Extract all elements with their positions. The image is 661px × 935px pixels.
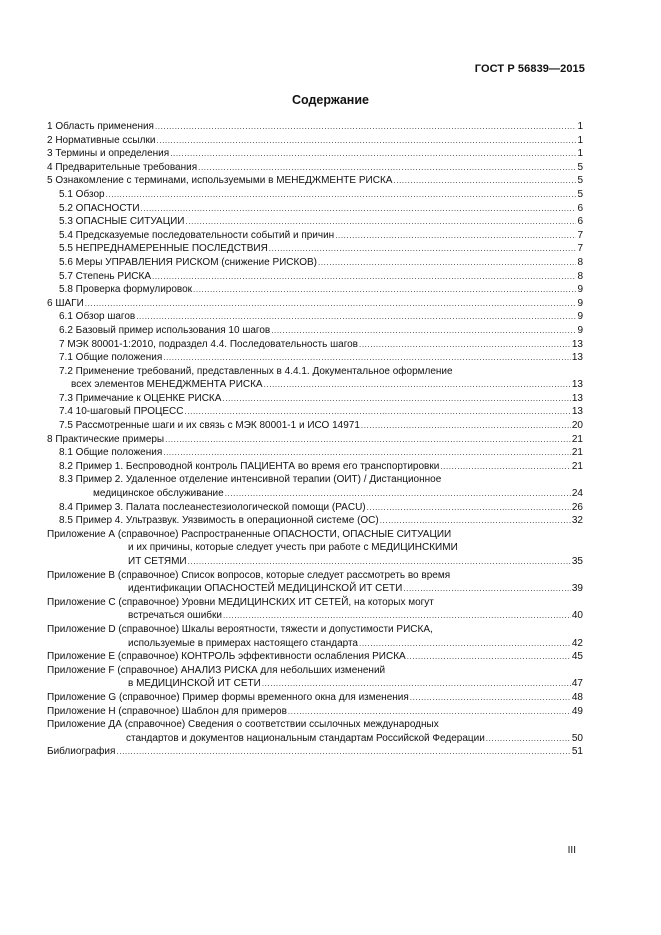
toc-entry-label: 7.1 Общие положения (59, 352, 163, 364)
toc-entry-page: 51 (571, 746, 583, 758)
toc-entry[interactable] (47, 664, 583, 691)
toc-entry-page: 5 (577, 161, 583, 173)
toc-entry[interactable] (47, 256, 583, 270)
toc-entry-page: 35 (571, 556, 583, 567)
dot-leader (318, 256, 576, 270)
toc-entry-label-line: в МЕДИЦИНСКОЙ ИТ СЕТИ (128, 678, 261, 690)
toc-entry-label: 7.3 Примечание к ОЦЕНКЕ РИСКА (59, 392, 222, 404)
dot-leader (407, 650, 571, 664)
dot-leader (116, 745, 570, 759)
dot-leader (264, 378, 571, 392)
toc-entry[interactable] (47, 392, 583, 406)
toc-entry[interactable] (47, 691, 583, 705)
toc-entry-label-line: идентификации ОПАСНОСТЕЙ МЕДИЦИНСКОЙ ИТ СЕТИ (128, 583, 403, 595)
toc-entry-page: 24 (571, 488, 583, 500)
toc-entry-page: 20 (571, 420, 583, 432)
toc-entry-label-line: Приложение F (справочное) АНАЛИЗ РИСКА для небольших изменений (47, 664, 386, 676)
toc-entry-label: 8 Практические примеры (47, 433, 165, 445)
toc-entry-label: 6.1 Обзор шагов (59, 311, 136, 323)
dot-leader (165, 433, 571, 447)
toc-entry-label-line: встречаться ошибки (128, 610, 222, 622)
toc-entry-label: 8.5 Пример 4. Ультразвук. Уязвимость в операционной системе (ОС) (59, 515, 379, 527)
toc-entry-page: 21 (571, 460, 583, 472)
toc-entry-page: 32 (571, 515, 583, 527)
toc-entry[interactable] (47, 134, 583, 148)
dot-leader (156, 134, 576, 148)
toc-entry-label: 8.2 Пример 1. Беспроводной контроль ПАЦИЕНТА во время его транспортировки (59, 460, 440, 472)
toc-entry-page: 50 (571, 732, 583, 744)
toc-entry-label: 8.1 Общие положения (59, 447, 163, 459)
toc-entry[interactable] (47, 174, 583, 188)
dot-leader (225, 487, 571, 501)
toc-entry[interactable] (47, 283, 583, 297)
toc-entry-page: 9 (577, 284, 583, 296)
toc-entry-label: 7.5 Рассмотренные шаги и их связь с МЭК 80001-1 и ИСО 14971 (59, 420, 360, 432)
toc-entry-label: 1 Область применения (47, 121, 154, 132)
toc-entry[interactable] (47, 120, 583, 134)
toc-entry-label: 2 Нормативные ссылки (47, 134, 156, 146)
toc-entry-label: 6 ШАГИ (47, 297, 84, 309)
dot-leader (440, 460, 571, 474)
toc-entry-page: 9 (577, 297, 583, 309)
toc-entry[interactable] (47, 419, 583, 433)
toc-entry-label-line: 8.3 Пример 2. Удаленное отделение интенсивной терапии (ОИТ) / Дистанционное (59, 474, 442, 486)
toc-entry-label-line: и их причины, которые следует учесть при работе с МЕДИЦИНСКИМИ (128, 542, 458, 554)
toc-entry-page: 9 (577, 311, 583, 323)
toc-entry-page: 47 (571, 678, 583, 690)
dot-leader (152, 270, 576, 284)
toc-entry[interactable] (47, 501, 583, 515)
toc-entry-page: 48 (571, 691, 583, 703)
toc-entry[interactable] (47, 147, 583, 161)
dot-leader (170, 147, 576, 161)
toc-entry[interactable] (47, 623, 583, 650)
toc-entry[interactable] (47, 229, 583, 243)
toc-entry-label-line: Приложение С (справочное) Уровни МЕДИЦИНСКИХ ИТ СЕТЕЙ, на которых могут (47, 596, 434, 608)
toc-entry-label: 5.2 ОПАСНОСТИ (59, 202, 140, 214)
toc-entry-label-line: ИТ СЕТЯМИ (128, 556, 187, 567)
toc-entry-label: Приложение G (справочное) Пример формы временного окна для изменения (47, 691, 409, 703)
dot-leader (198, 161, 576, 175)
dot-leader (163, 446, 571, 460)
toc-entry-label-line: 7.2 Применение требований, представленных в 4.4.1. Документальное оформление (59, 365, 453, 377)
toc-entry-page: 1 (577, 121, 583, 132)
dot-leader (367, 501, 571, 515)
toc-entry[interactable] (47, 270, 583, 284)
toc-entry-page: 42 (571, 637, 583, 649)
dot-leader (193, 283, 576, 297)
toc-entry-page: 6 (577, 202, 583, 214)
toc-entry[interactable] (47, 514, 583, 528)
table-of-contents (47, 120, 583, 759)
dot-leader (403, 582, 571, 596)
dot-leader (155, 120, 576, 134)
toc-title: Содержание (291, 93, 369, 107)
toc-entry-page: 13 (571, 352, 583, 364)
toc-entry-page: 40 (571, 610, 583, 622)
toc-entry-label: 3 Термины и определения (47, 148, 170, 160)
toc-entry-label-line: Приложение ДА (справочное) Сведения о соответствии ссылочных международных (47, 719, 439, 731)
dot-leader (222, 392, 570, 406)
dot-leader (380, 514, 571, 528)
toc-entry-label: 7.4 10-шаговый ПРОЦЕСС (59, 406, 184, 418)
dot-leader (288, 705, 571, 719)
toc-entry[interactable] (47, 365, 583, 392)
toc-entry[interactable] (47, 745, 583, 759)
toc-entry-label-line: Приложение D (справочное) Шкалы вероятности, тяжести и допустимости РИСКА, (47, 623, 433, 635)
toc-entry[interactable] (47, 188, 583, 202)
page-number: III (567, 845, 576, 856)
toc-entry[interactable] (47, 310, 583, 324)
toc-entry-page: 5 (577, 175, 583, 187)
toc-entry[interactable] (47, 433, 583, 447)
toc-entry[interactable] (47, 596, 583, 623)
dot-leader (141, 202, 577, 216)
dot-leader (361, 419, 571, 433)
dot-leader (359, 637, 571, 651)
toc-entry-label: 5.3 ОПАСНЫЕ СИТУАЦИИ (59, 216, 185, 228)
toc-entry-label-line: Приложение В (справочное) Список вопросов, которые следует рассмотреть во время (47, 569, 451, 581)
toc-entry-label: 4 Предварительные требования (47, 161, 198, 173)
toc-entry-page: 1 (577, 134, 583, 146)
dot-leader (393, 174, 576, 188)
toc-entry-page: 21 (571, 447, 583, 459)
toc-entry-page: 13 (571, 338, 583, 350)
dot-leader (262, 677, 571, 691)
toc-entry[interactable] (47, 338, 583, 352)
toc-entry-label: 5.1 Обзор (59, 188, 105, 200)
toc-entry-label: Приложение H (справочное) Шаблон для примеров (47, 705, 287, 717)
toc-entry-page: 8 (577, 256, 583, 268)
document-code: ГОСТ Р 56839—2015 (474, 63, 585, 75)
toc-entry-label-line: медицинское обслуживание (93, 488, 224, 500)
toc-entry-label: 5.4 Предсказуемые последовательности событий и причин (59, 229, 335, 241)
dot-leader (223, 609, 571, 623)
toc-entry-label-line: Приложение А (справочное) Распространенные ОПАСНОСТИ, ОПАСНЫЕ СИТУАЦИИ (47, 528, 452, 540)
toc-entry[interactable] (47, 324, 583, 338)
toc-entry-label: 8.4 Пример 3. Палата послеанестезиологической помощи (PACU) (59, 501, 366, 513)
toc-entry[interactable] (47, 297, 583, 311)
toc-entry[interactable] (47, 705, 583, 719)
toc-entry-label: 5.7 Степень РИСКА (59, 270, 151, 282)
dot-leader (106, 188, 577, 202)
toc-entry-label: Библиография (47, 746, 116, 758)
toc-entry[interactable] (47, 215, 583, 229)
dot-leader (269, 242, 577, 256)
dot-leader (163, 351, 571, 365)
dot-leader (335, 229, 576, 243)
toc-entry-page: 5 (577, 188, 583, 200)
toc-entry[interactable] (47, 446, 583, 460)
toc-entry-page: 13 (571, 392, 583, 404)
toc-entry[interactable] (47, 473, 583, 500)
toc-entry-label: 5 Ознакомление с терминами, используемыми в МЕНЕДЖМЕНТЕ РИСКА (47, 175, 393, 187)
toc-entry-page: 7 (577, 229, 583, 241)
toc-entry[interactable] (47, 161, 583, 175)
toc-entry[interactable] (47, 460, 583, 474)
toc-entry-page: 9 (577, 324, 583, 336)
toc-entry-label: 5.5 НЕПРЕДНАМЕРЕННЫЕ ПОСЛЕДСТВИЯ (59, 243, 268, 255)
toc-entry-label: 7 МЭК 80001-1:2010, подраздел 4.4. Последовательность шагов (59, 338, 358, 350)
toc-entry[interactable] (47, 202, 583, 216)
dot-leader (185, 405, 571, 419)
toc-entry-label: Приложение E (справочное) КОНТРОЛЬ эффективности ослабления РИСКА (47, 651, 406, 663)
dot-leader (85, 297, 577, 311)
toc-entry-page: 13 (571, 406, 583, 418)
toc-entry-page: 26 (571, 501, 583, 513)
toc-entry-label: 6.2 Базовый пример использования 10 шагов (59, 324, 271, 336)
toc-entry-page: 21 (571, 433, 583, 445)
dot-leader (271, 324, 576, 338)
toc-entry-page: 1 (577, 148, 583, 160)
toc-entry[interactable] (47, 242, 583, 256)
toc-entry-label-line: используемые в примерах настоящего стандарта (128, 637, 358, 649)
toc-entry-label: 5.6 Меры УПРАВЛЕНИЯ РИСКОМ (снижение РИСКОВ) (59, 256, 318, 268)
toc-entry-label-line: всех элементов МЕНЕДЖМЕНТА РИСКА (71, 379, 263, 391)
toc-entry[interactable] (47, 528, 583, 569)
dot-leader (359, 338, 571, 352)
toc-entry-label: 5.8 Проверка формулировок (59, 284, 193, 296)
dot-leader (486, 732, 571, 746)
toc-entry-label-line: стандартов и документов национальным стандартам Российской Федерации (126, 732, 485, 744)
dot-leader (136, 310, 576, 324)
toc-entry[interactable] (47, 650, 583, 664)
dot-leader (188, 555, 571, 569)
toc-entry[interactable] (47, 718, 583, 745)
dot-leader (410, 691, 571, 705)
toc-entry[interactable] (47, 569, 583, 596)
toc-entry-page: 6 (577, 216, 583, 228)
dot-leader (185, 215, 576, 229)
toc-entry-page: 13 (571, 379, 583, 391)
toc-entry-page: 7 (577, 243, 583, 255)
toc-entry-page: 8 (577, 270, 583, 282)
toc-entry[interactable] (47, 351, 583, 365)
toc-entry[interactable] (47, 405, 583, 419)
toc-entry-page: 39 (571, 583, 583, 595)
toc-entry-page: 45 (571, 651, 583, 663)
toc-entry-page: 49 (571, 705, 583, 717)
